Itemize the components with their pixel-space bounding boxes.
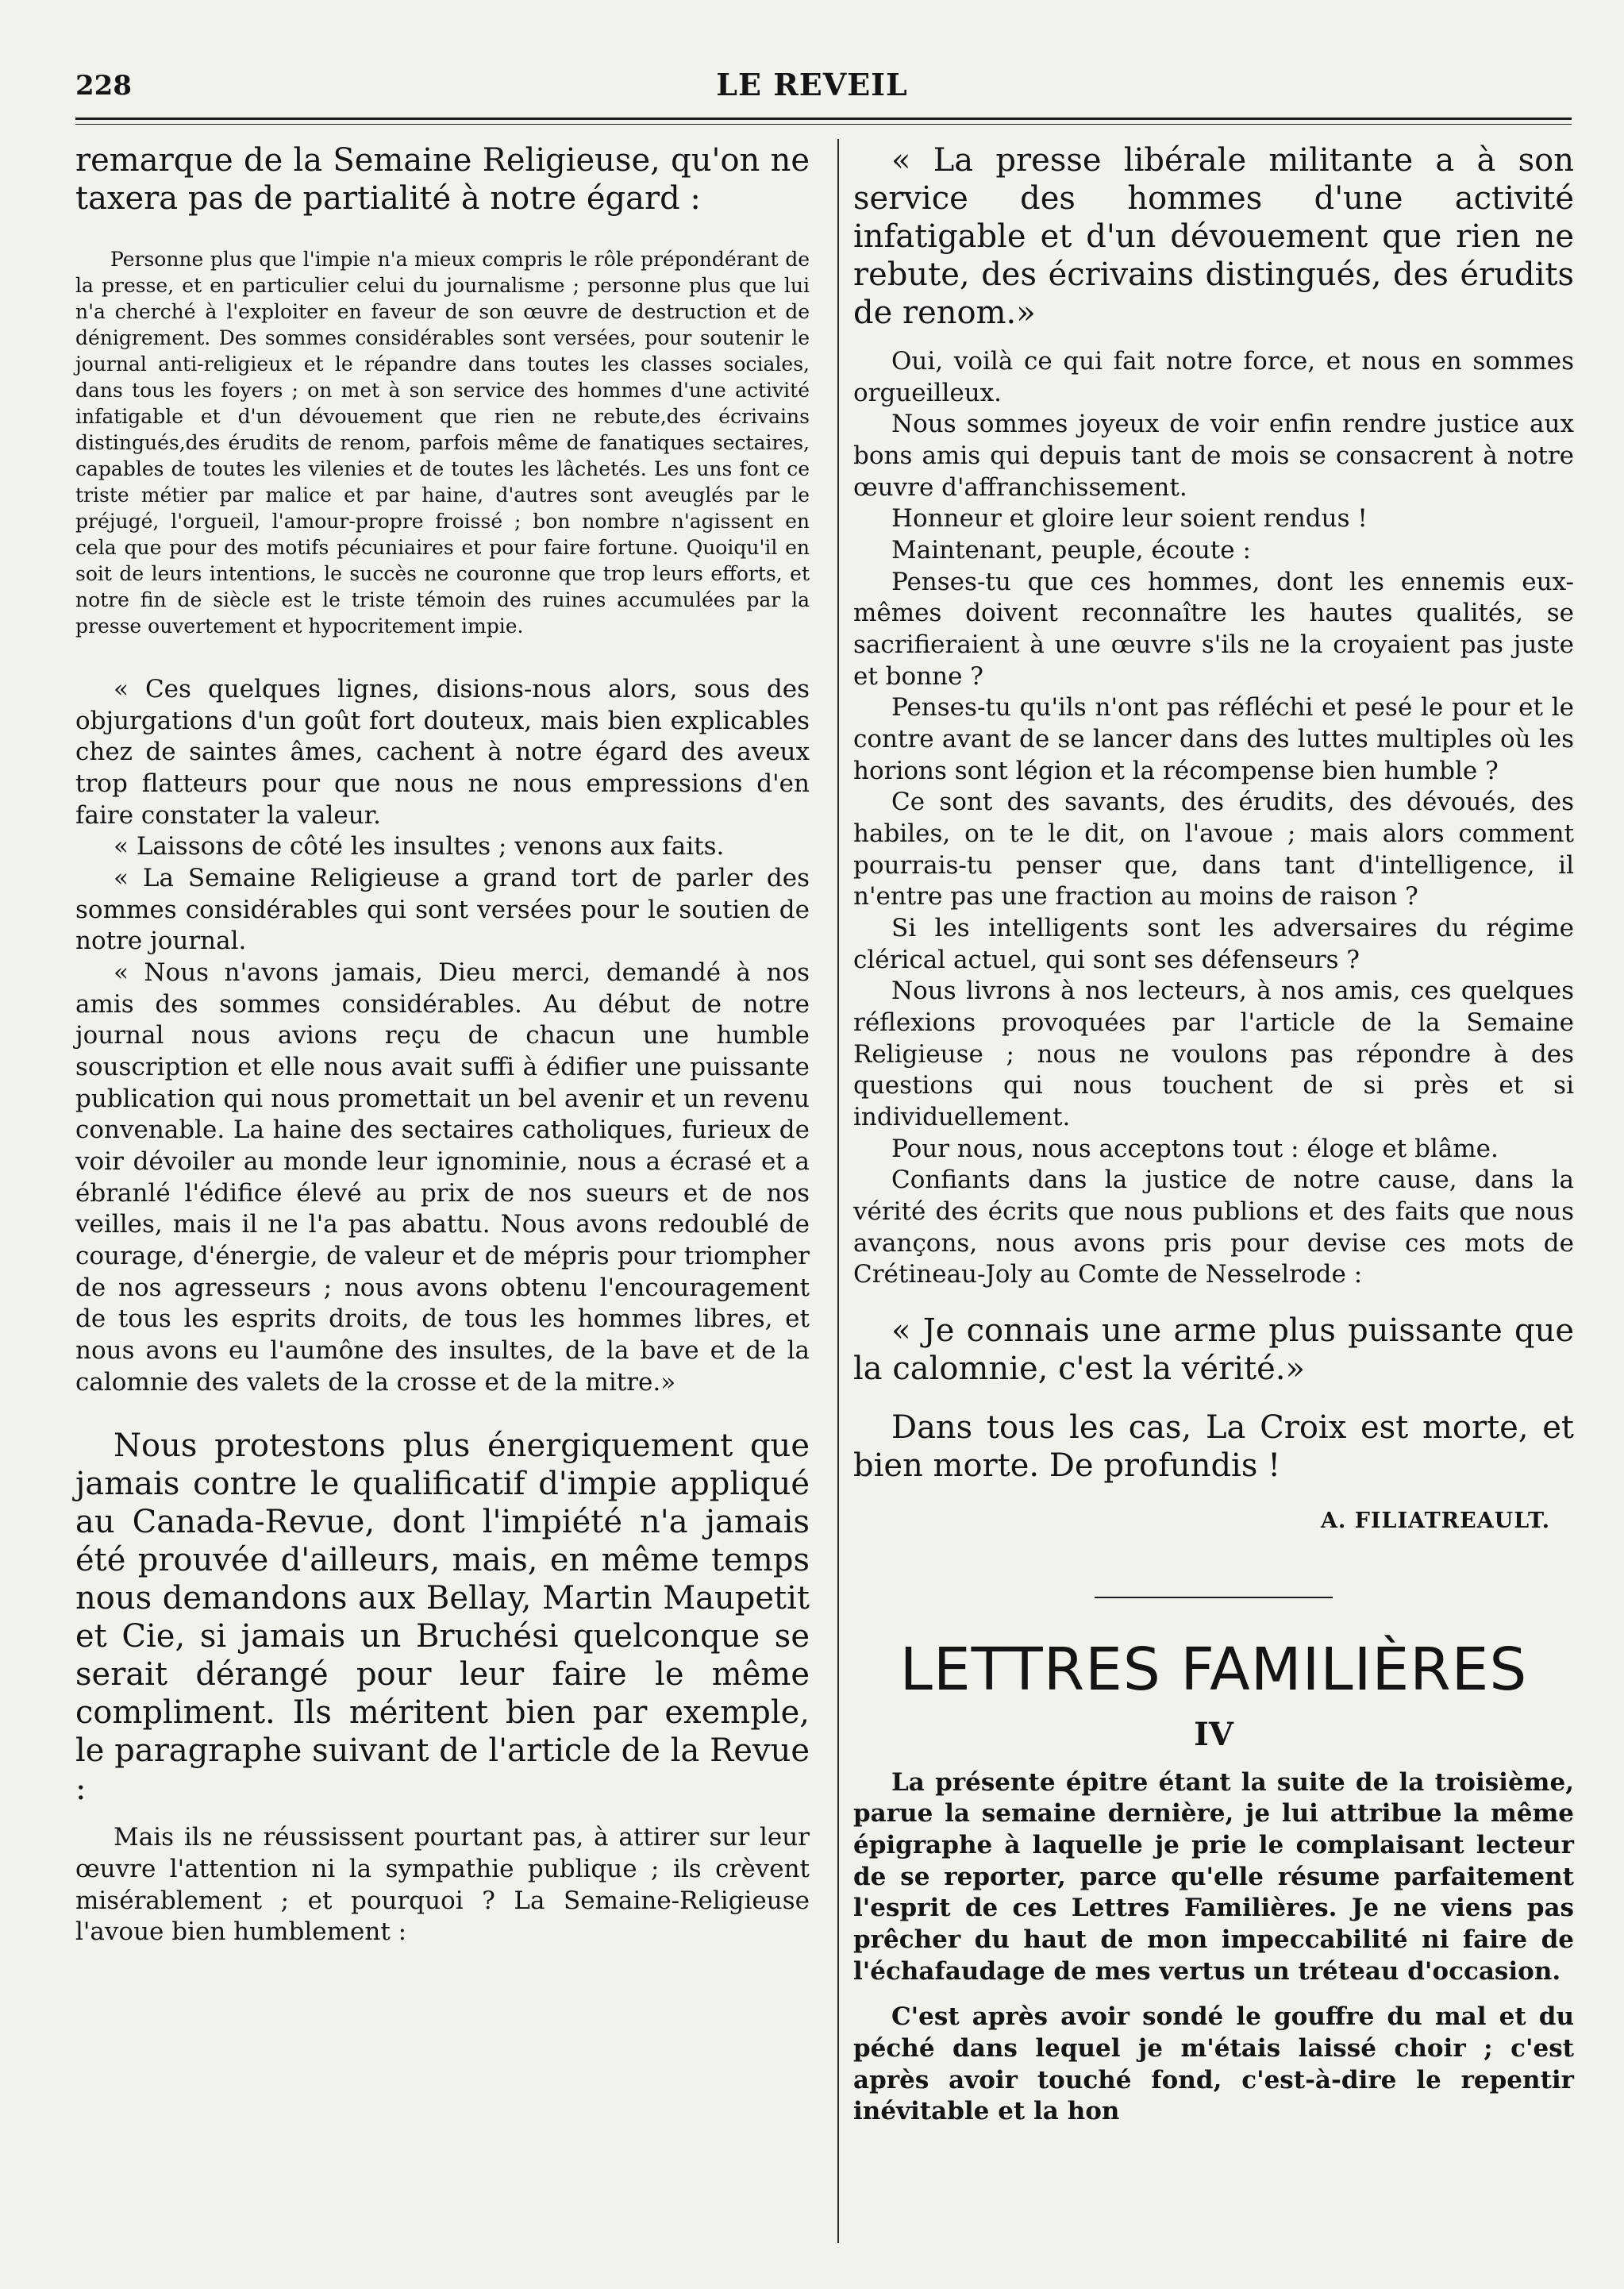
paragraph-sommes: « La Semaine Religieuse a grand tort de parler des sommes considérables qui sont versées pour le soutien de notre journal. — [75, 864, 810, 956]
paragraph-oui-voila: Oui, voilà ce qui fait notre force, et nous en sommes orgueilleux. — [853, 347, 1574, 407]
semaine-religieuse-quote: Personne plus que l'impie n'a mieux compris le rôle prépondérant de la presse, et en particulier celui du journalisme ; personne plus que lui n'a cherché à l'exploiter en faveur de son œuvre de destruction et de dénigrement. Des sommes considérables sont versées, pour soutenir le journal anti-religieux et le répandre dans toutes les classes sociales, dans tous les foyers ; on met à son service des hommes d'une activité infatigable et d'un dévouement que rien ne rebute,des écrivains distingués,des érudits de renom, parfois même de fanatiques sectaires, capables de toutes les vilenies et de toutes les lâchetés. Les uns font ce triste métier par malice et par haine, d'autres sont aveuglés par le préjugé, l'orgueil, l'amour-propre froissé ; bon nombre n'agissent en cela que pour des motifs pécuniaires et pour faire fortune. Quoiqu'il en soit de leurs intentions, le succès ne couronne que trop leurs efforts, et notre fin de siècle est le triste témoin des ruines accumulées par la presse ouvertement et hypocritement impie. — [75, 248, 810, 638]
paragraph-confiants: Confiants dans la justice de notre cause, dans la vérité des écrits que nous publions et des faits que nous avançons, nous avons pris pour devise ces mots de Crétineau-Joly au Comte de Nesselrode : — [853, 1166, 1574, 1289]
paragraph-reussissent: Mais ils ne réussissent pourtant pas, à attirer sur leur œuvre l'attention ni la sympathie publique ; ils crèvent misérablement ; et pourquoi ? La Semaine-Religieuse l'avoue bien humblement : — [75, 1823, 810, 1947]
paragraph-insultes: « Laissons de côté les insultes ; venons aux faits. — [114, 832, 725, 861]
paragraph-acceptons: Pour nous, nous acceptons tout : éloge et blâme. — [891, 1134, 1499, 1163]
paragraph-savants: Ce sont des savants, des érudits, des dévoués, des habiles, on te le dit, on l'avoue ; mais alors comment pourrais-tu penser que, dans tant d'intelligence, il n'entre pas une fraction au moins de raison ? — [853, 788, 1574, 911]
paragraph-intelligents: Si les intelligents sont les adversaires du régime clérical actuel, qui sont ses défenseurs ? — [853, 914, 1574, 974]
paragraph-conclusion: Dans tous les cas, La Croix est morte, et bien morte. De profundis ! — [853, 1409, 1574, 1485]
section-divider — [1095, 1597, 1333, 1598]
lettres-paragraph-2: C'est après avoir sondé le gouffre du mal et du péché dans lequel je m'étais laissé choir ; c'est après avoir touché fond, c'est-à-dire le repentir inévitable et la hon — [853, 2002, 1574, 2126]
page-number: 228 — [75, 70, 132, 102]
lettres-paragraph-1: La présente épitre étant la suite de la troisième, parue la semaine dernière, je lui attribue la même épigraphe à laquelle je prie le complaisant lecteur de se reporter, parce qu'elle résume parfaitement l'esprit de ces Lettres Familières. Je ne viens pas prêcher du haut de mon impeccabilité ni faire de l'échafaudage de mes vertus un tréteau d'occasion. — [853, 1767, 1574, 1986]
left-column — [75, 141, 810, 1948]
quote-presse-liberale: « La presse libérale militante a à son service des hommes d'une activité infatigable et d'un dévouement que rien ne rebute, des écrivains distingués, des érudits de renom.» — [853, 142, 1574, 331]
author-signature: A. FILIATREAULT. — [1320, 1509, 1550, 1534]
paragraph-dieu-merci: « Nous n'avons jamais, Dieu merci, demandé à nos amis des sommes considérables. Au début de notre journal nous avions reçu de chacun une humble souscription et elle nous avait suffi à édifier une puissante publication qui nous promettait un bel avenir et un revenu convenable. La haine des sectaires catholiques, furieux de voir dévoiler au monde leur ignominie, nous a écrasé et a ébranlé l'édifice élevé au prix de nos sueurs et de nos veilles, mais il ne l'a pas abattu. Nous avons redoublé de courage, d'énergie, de valeur et de mépris pour triompher de nos agresseurs ; nous avons obtenu l'encouragement de tous les esprits droits, de tous les hommes libres, et nous avons eu l'aumône des insultes, de la bave et de la calomnie des valets de la crosse et de la mitre.» — [75, 958, 810, 1397]
paragraph-livrons: Nous livrons à nos lecteurs, à nos amis, ces quelques réflexions provoquées par l'article de la Semaine Religieuse ; nous ne voulons pas répondre à des questions qui nous touchent de si près et si individuellement. — [853, 977, 1574, 1132]
motto-quote: « Je connais une arme plus puissante que la calomnie, c'est la vérité.» — [853, 1312, 1574, 1388]
journal-title: LE REVEIL — [716, 67, 908, 102]
paragraph-penses-tu-2: Penses-tu qu'ils n'ont pas réfléchi et pesé le pour et le contre avant de se lancer dans des luttes multiples où les horions sont légion et la récompense bien humble ? — [853, 693, 1574, 785]
header-rule — [75, 118, 1572, 120]
paragraph-objurgations: « Ces quelques lignes, disions-nous alors, sous des objurgations d'un goût fort douteux, mais bien explicables chez de saintes âmes, cachent à notre égard des aveux trop flatteurs pour que nous ne nous empressions d'en faire constater la valeur. — [75, 675, 810, 830]
header-rule-thin — [75, 124, 1572, 125]
right-column — [853, 141, 1574, 2128]
paragraph-maintenant: Maintenant, peuple, écoute : — [891, 536, 1251, 565]
column-separator — [837, 139, 839, 2243]
paragraph-honneur: Honneur et gloire leur soient rendus ! — [891, 504, 1368, 534]
paragraph-protestons: Nous protestons plus énergiquement que jamais contre le qualificatif d'impie appliqué au Canada-Revue, dont l'impiété n'a jamais été prouvée d'ailleurs, mais, en même temps nous demandons aux Bellay, Martin Maupetit et Cie, si jamais un Bruchési quelconque se serait dérangé pour leur faire le même compliment. Ils méritent bien par exemple, le paragraphe suivant de l'article de la Revue : — [75, 1428, 810, 1808]
paragraph-penses-tu-1: Penses-tu que ces hommes, dont les ennemis eux-mêmes doivent reconnaître les hautes qualités, se sacrifieraient à une œuvre s'ils ne la croyaient pas juste et bonne ? — [853, 567, 1574, 691]
section-number: IV — [1194, 1715, 1233, 1753]
section-title: LETTRES FAMILIÈRES — [899, 1636, 1528, 1705]
intro-paragraph: remarque de la Semaine Religieuse, qu'on ne taxera pas de partialité à notre égard : — [75, 142, 810, 217]
paragraph-joyeux: Nous sommes joyeux de voir enfin rendre justice aux bons amis qui depuis tant de mois se consacrent à notre œuvre d'affranchissement. — [853, 410, 1574, 502]
